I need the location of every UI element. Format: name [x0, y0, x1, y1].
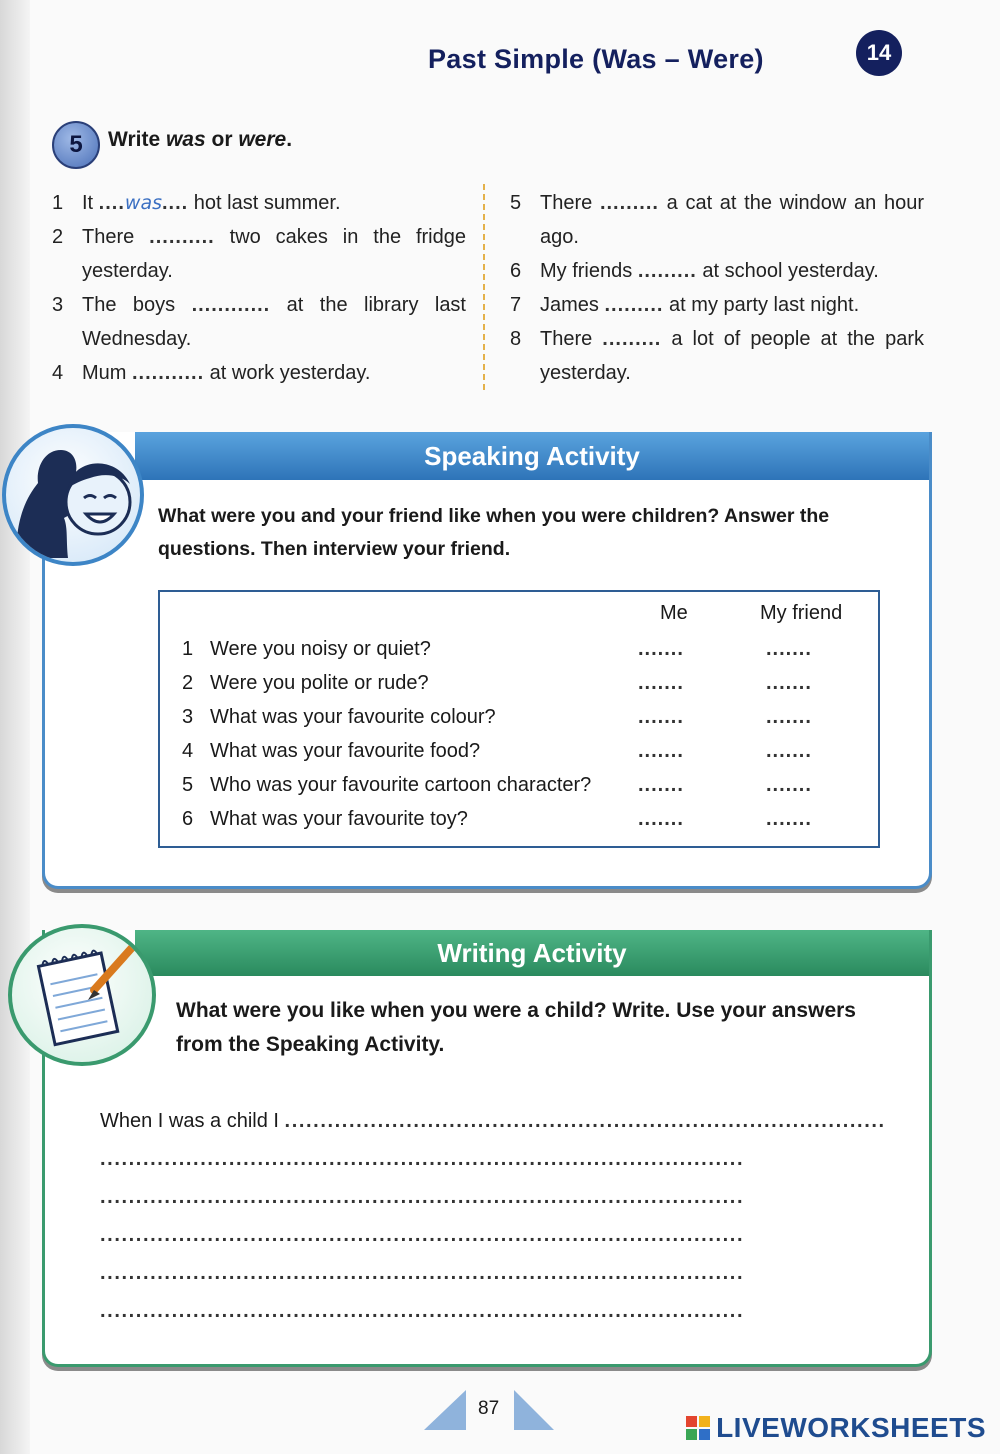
answer-blank-5[interactable]: .........: [599, 192, 659, 214]
writing-line[interactable]: ..........................................................................................: [100, 1300, 745, 1322]
notepad-pencil-icon: [8, 924, 156, 1066]
liveworksheets-grid-icon: [686, 1416, 710, 1440]
writing-line[interactable]: ..........................................................................................: [100, 1186, 745, 1208]
page-corner-right-icon: [514, 1390, 554, 1430]
speaking-activity-header: Speaking Activity: [135, 432, 929, 480]
exercise-item-5: 5 There ......... a cat at the window an hour ago.: [510, 192, 924, 248]
exercise-item-2: 2 There .......... two cakes in the fridge yesterday.: [52, 226, 466, 282]
interview-table: [158, 590, 880, 848]
page-title: Past Simple (Was – Were): [428, 44, 764, 74]
exercise-item-1: 1 It ....was.... hot last summer.: [52, 192, 341, 214]
unit-number-badge: 14: [856, 30, 902, 76]
table-row: 3 What was your favourite colour? ....... .......: [160, 700, 878, 734]
exercise-left-column: [52, 186, 466, 390]
page-edge-shadow: [0, 0, 30, 1454]
exercise-item-3: 3 The boys ............ at the library last Wednesday.: [52, 294, 466, 350]
table-row: 6 What was your favourite toy? ....... .......: [160, 802, 878, 836]
speaking-prompt: What were you and your friend like when you were children? Answer the questions. Then interview your friend.: [158, 505, 830, 560]
writing-line[interactable]: When I was a child I ....................................................................................: [100, 1110, 886, 1132]
answer-me-6[interactable]: .......: [638, 808, 684, 830]
answer-friend-5[interactable]: .......: [766, 774, 812, 796]
writing-answer-area[interactable]: [100, 1102, 900, 1330]
page-corner-left-icon: [424, 1390, 466, 1430]
exercise-number-badge: 5: [52, 121, 100, 169]
column-divider: [483, 184, 485, 390]
table-row: 5 Who was your favourite cartoon character? ....... .......: [160, 768, 878, 802]
table-row: 2 Were you polite or rude? ....... .......: [160, 666, 878, 700]
column-header-me: Me: [660, 602, 688, 624]
exercise-item-8: 8 There ......... a lot of people at the park yesterday.: [510, 328, 924, 384]
speaking-faces-icon: [2, 424, 144, 566]
answer-me-5[interactable]: .......: [638, 774, 684, 796]
exercise-item-6: 6 My friends ......... at school yesterday.: [510, 260, 879, 282]
answer-friend-3[interactable]: .......: [766, 706, 812, 728]
table-row: 4 What was your favourite food? ....... .......: [160, 734, 878, 768]
page-number: 87: [478, 1398, 500, 1419]
answer-me-3[interactable]: .......: [638, 706, 684, 728]
answer-blank-2[interactable]: ..........: [149, 226, 215, 248]
exercise-item-4: 4 Mum ........... at work yesterday.: [52, 362, 371, 384]
column-header-my-friend: My friend: [760, 602, 843, 624]
answer-me-1[interactable]: .......: [638, 638, 684, 660]
table-row: 1 Were you noisy or quiet? ....... .......: [160, 632, 878, 666]
answer-blank-3[interactable]: ............: [191, 294, 271, 316]
writing-activity-header: Writing Activity: [135, 930, 929, 976]
answer-blank-4[interactable]: ...........: [132, 362, 205, 384]
answer-blank-7[interactable]: .........: [604, 294, 664, 316]
exercise-item-7: 7 James ......... at my party last night.: [510, 294, 860, 316]
answer-blank-6[interactable]: .........: [637, 260, 697, 282]
liveworksheets-logo: LIVEWORKSHEETS: [686, 1412, 986, 1444]
answer-friend-6[interactable]: .......: [766, 808, 812, 830]
answer-blank-1[interactable]: was: [124, 192, 162, 214]
answer-friend-1[interactable]: .......: [766, 638, 812, 660]
writing-line[interactable]: ..........................................................................................: [100, 1262, 745, 1284]
exercise-instruction: Write was or were.: [108, 128, 293, 151]
answer-blank-8[interactable]: .........: [602, 328, 662, 350]
writing-line[interactable]: ..........................................................................................: [100, 1148, 745, 1170]
writing-prompt: What were you like when you were a child? Write. Use your answers from the Speaking Activity.: [176, 999, 856, 1056]
answer-me-2[interactable]: .......: [638, 672, 684, 694]
answer-me-4[interactable]: .......: [638, 740, 684, 762]
answer-friend-2[interactable]: .......: [766, 672, 812, 694]
exercise-right-column: [510, 186, 924, 390]
writing-line[interactable]: ..........................................................................................: [100, 1224, 745, 1246]
answer-friend-4[interactable]: .......: [766, 740, 812, 762]
